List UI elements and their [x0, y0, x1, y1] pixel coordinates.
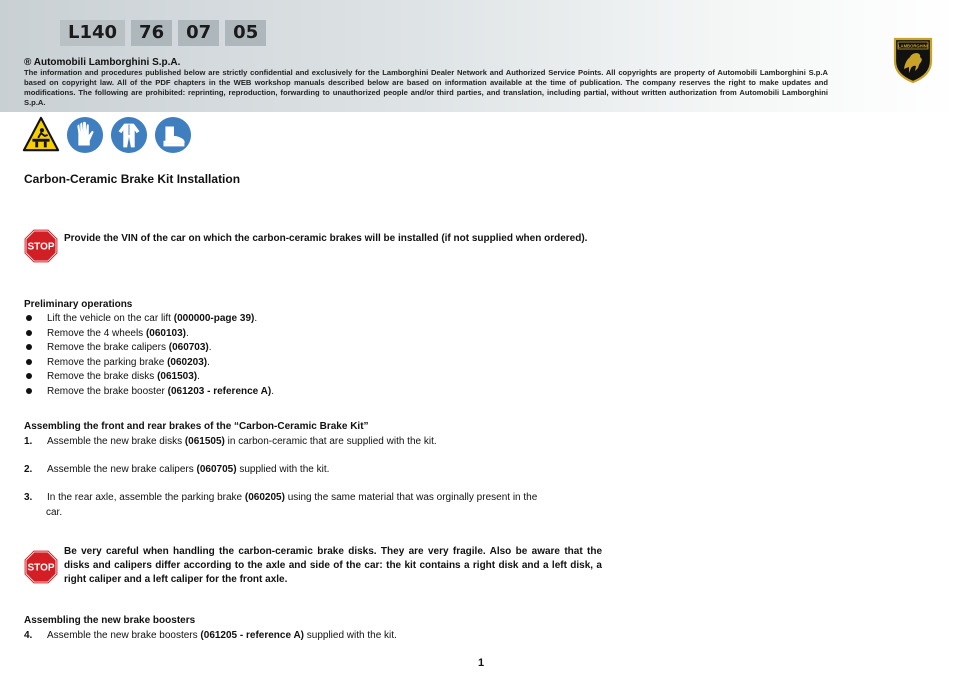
code-group: 76 — [131, 20, 172, 46]
safety-shoes-icon — [154, 116, 192, 154]
code-procedure: 05 — [225, 20, 266, 46]
stop-sign-icon — [23, 549, 59, 585]
lamborghini-logo — [892, 35, 934, 83]
assembling-boosters-title: Assembling the new brake boosters — [24, 615, 196, 626]
step-2: 2. Assemble the new brake calipers (060705) supplied with the kit. — [24, 464, 330, 475]
step-3: 3. In the rear axle, assemble the parking brake (060205) using the same material that was orginally present in the car. — [24, 492, 538, 518]
document-code — [60, 20, 272, 46]
bullet-icon — [26, 330, 32, 336]
svg-text:STOP: STOP — [27, 241, 55, 253]
stop-sign-icon — [23, 228, 59, 264]
coveralls-icon — [110, 116, 148, 154]
bullet-icon — [26, 359, 32, 365]
page-title: Carbon-Ceramic Brake Kit Installation — [24, 172, 241, 186]
bullet-icon — [26, 388, 32, 394]
list-item: Remove the brake disks (061503). — [24, 370, 274, 385]
preliminary-operations-title: Preliminary operations — [24, 299, 133, 310]
preliminary-operations-list — [24, 312, 274, 399]
vin-warning: Provide the VIN of the car on which the carbon-ceramic brakes will be installed (if not supplied when ordered). — [64, 233, 588, 244]
bullet-icon — [26, 373, 32, 379]
step-1: 1. Assemble the new brake disks (061505) in carbon-ceramic that are supplied with the kit. — [24, 436, 437, 447]
code-subgroup: 07 — [178, 20, 219, 46]
logo-lettering: LAMBORGHINI — [897, 43, 929, 49]
code-model: L140 — [60, 20, 125, 46]
bullet-icon — [26, 344, 32, 350]
list-item: Remove the brake calipers (060703). — [24, 341, 274, 356]
handling-warning: Be very careful when handling the carbon-ceramic brake disks. They are very fragile. Also be aware that the disks and calipers differ according to the axle and side of the car: the kit contains a right disk and a left disk, a right caliper and a left caliper for the front axle. — [64, 546, 602, 585]
list-item: Lift the vehicle on the car lift (000000-page 39). — [24, 312, 274, 327]
page-number: 1 — [478, 657, 485, 669]
lift-warning-icon — [22, 116, 60, 154]
list-item: Remove the brake booster (061203 - reference A). — [24, 385, 274, 400]
bullet-icon — [26, 315, 32, 321]
gloves-icon — [66, 116, 104, 154]
safety-icons — [22, 116, 198, 154]
list-item: Remove the parking brake (060203). — [24, 356, 274, 371]
svg-text:STOP: STOP — [27, 562, 55, 574]
assembling-brakes-title: Assembling the front and rear brakes of the “Carbon-Ceramic Brake Kit” — [24, 421, 369, 432]
list-item: Remove the 4 wheels (060103). — [24, 327, 274, 342]
step-4: 4. Assemble the new brake boosters (061205 - reference A) supplied with the kit. — [24, 630, 397, 641]
copyright-title: ® Automobili Lamborghini S.p.A. — [24, 57, 181, 68]
copyright-notice: The information and procedures published below are strictly confidential and exclusively for the Lamborghini Dealer Network and Authorized Service Points. All copyrights are property of Automobili Lamborghini S.p.A based on copyright law. All of the PDF chapters in the WEB workshop manuals described below are based on information available at the time of publication. The company reserves the right to make updates and modifications. The following are prohibited: reprinting, reproduction, forwarding to unauthorized people and/or third parties, and translation, including partial, without written authorization from Automobili Lamborghini S.p.A. — [24, 68, 828, 107]
